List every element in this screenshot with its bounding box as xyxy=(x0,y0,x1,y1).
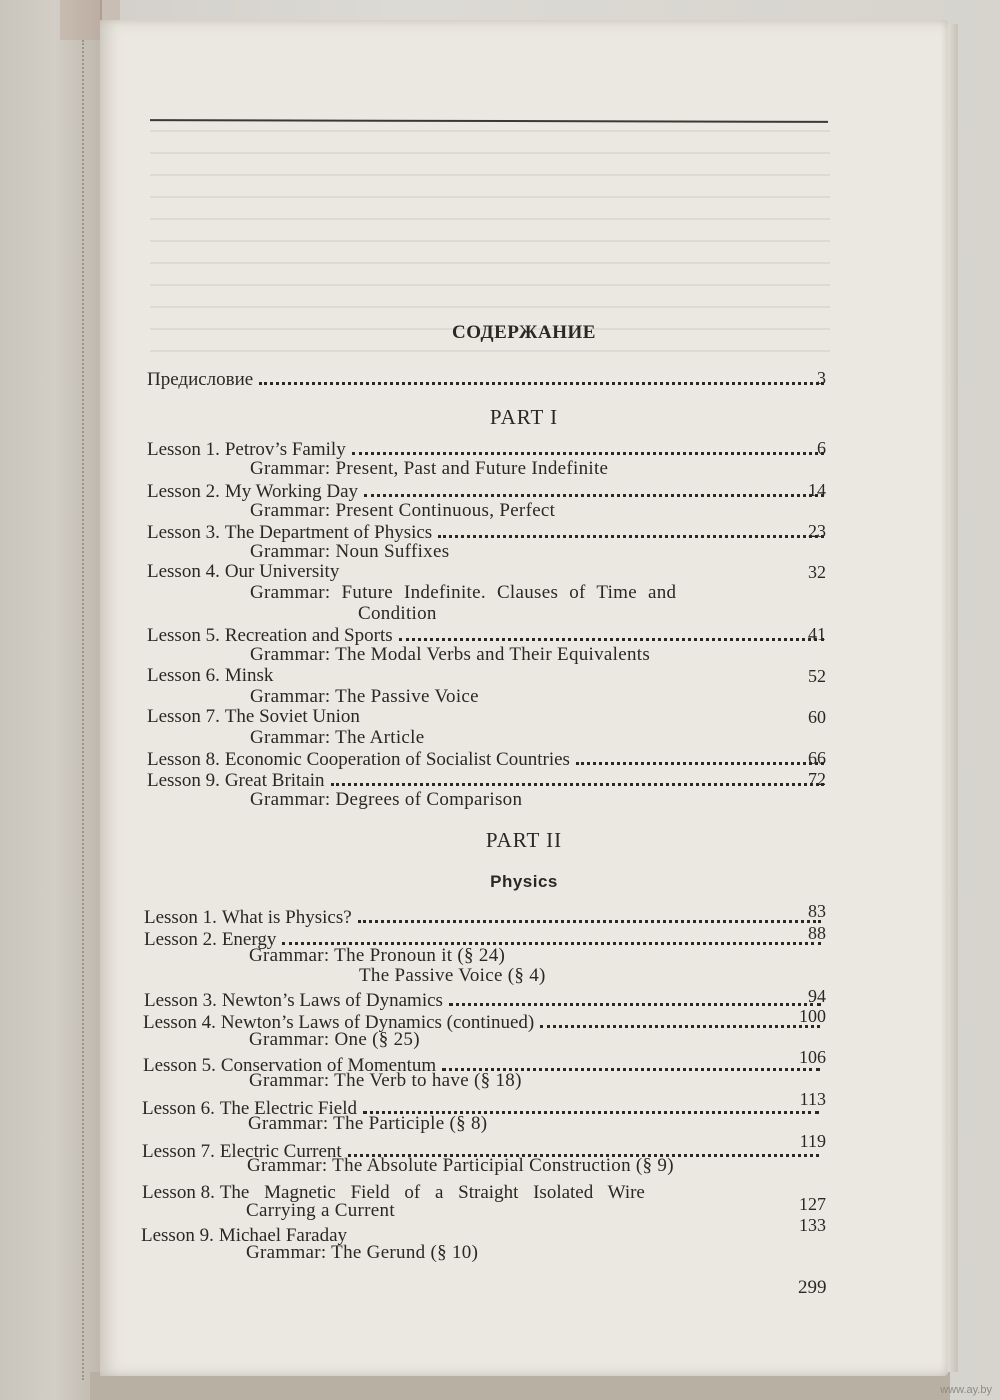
toc-entry xyxy=(143,1010,826,1032)
grammar-line: Grammar: Present Continuous, Perfect xyxy=(250,500,556,521)
lesson-page: 113 xyxy=(799,1089,826,1109)
lesson-page: 14 xyxy=(808,480,826,500)
grammar-line: Grammar: The Modal Verbs and Their Equivalents xyxy=(250,644,651,665)
page-edge xyxy=(948,24,958,1372)
lesson-label: Lesson 4. xyxy=(143,1012,216,1033)
toc-entry xyxy=(141,1225,824,1247)
lesson-title-continued: Carrying a Current xyxy=(246,1200,395,1221)
binding-thread xyxy=(82,40,90,1380)
toc-entry xyxy=(144,988,827,1010)
lesson-label: Lesson 6. xyxy=(142,1098,215,1119)
leader-dots xyxy=(364,479,824,497)
grammar-line: Grammar: The Pronoun it (§ 24) xyxy=(249,945,506,966)
grammar-line: Grammar: Present, Past and Future Indefinite xyxy=(250,458,609,479)
lesson-label: Lesson 5. xyxy=(147,625,220,646)
leader-dots xyxy=(442,1053,820,1071)
lesson-page: 41 xyxy=(808,624,826,644)
toc-entry-preface xyxy=(147,367,830,389)
lesson-title: Minsk xyxy=(224,665,274,686)
lesson-page: 6 xyxy=(817,438,826,458)
leader-dots xyxy=(438,520,824,538)
leader-dots xyxy=(259,367,824,385)
lesson-title: Newton’s Laws of Dynamics xyxy=(221,990,443,1011)
lesson-page: 94 xyxy=(808,986,826,1006)
lesson-page: 23 xyxy=(808,521,826,541)
lesson-label: Lesson 7. xyxy=(142,1141,215,1162)
lesson-title: Recreation and Sports xyxy=(224,625,393,646)
toc-entry xyxy=(147,520,830,542)
grammar-line: Grammar: The Passive Voice xyxy=(250,686,479,707)
leader-dots xyxy=(363,1096,819,1114)
lesson-title: What is Physics? xyxy=(221,907,352,928)
lesson-page: 60 xyxy=(808,707,826,727)
toc-entry xyxy=(147,706,830,728)
lesson-page: 83 xyxy=(808,901,826,921)
toc-entry xyxy=(147,768,830,790)
leader-dots xyxy=(399,623,824,641)
grammar-line: Grammar: The Article xyxy=(250,727,425,748)
leader-dots xyxy=(358,905,821,923)
leader-dots xyxy=(540,1010,820,1028)
lesson-label: Lesson 1. xyxy=(144,907,217,928)
part-1-title: PART I xyxy=(489,405,559,429)
lesson-title: My Working Day xyxy=(224,481,359,502)
grammar-line-continued: The Passive Voice (§ 4) xyxy=(359,965,546,986)
lesson-title: Michael Faraday xyxy=(218,1225,348,1246)
lesson-label: Lesson 2. xyxy=(144,929,217,950)
lesson-label: Lesson 3. xyxy=(144,990,217,1011)
preface-title: Предисловие xyxy=(147,369,254,390)
lesson-page: 88 xyxy=(808,923,826,943)
toc-entry xyxy=(147,437,830,459)
lesson-title: Petrov’s Family xyxy=(224,439,346,460)
grammar-line: Grammar: Degrees of Comparison xyxy=(250,789,523,810)
lesson-title: Electric Current xyxy=(219,1141,342,1162)
lesson-label: Lesson 6. xyxy=(147,665,220,686)
toc-entry xyxy=(147,623,830,645)
grammar-line: Grammar: One (§ 25) xyxy=(249,1029,420,1050)
leader-dots xyxy=(352,437,824,455)
lesson-label: Lesson 8. xyxy=(142,1182,215,1203)
grammar-line-continued: Condition xyxy=(358,603,437,624)
lesson-title: Our University xyxy=(224,561,340,582)
part-2-title: PART II xyxy=(485,828,563,852)
lesson-page: 32 xyxy=(808,562,826,582)
grammar-line: Grammar: Noun Suffixes xyxy=(250,541,450,562)
toc-entry xyxy=(147,747,830,769)
toc-entry xyxy=(147,561,830,583)
lesson-title: The Soviet Union xyxy=(224,706,360,727)
watermark: www.ay.by xyxy=(940,1384,992,1396)
lesson-title: The Electric Field xyxy=(219,1098,357,1119)
toc-entry xyxy=(147,479,830,501)
lesson-title: Conservation of Momentum xyxy=(220,1055,437,1076)
toc-entry xyxy=(142,1182,825,1204)
lesson-page: 100 xyxy=(799,1006,826,1026)
lesson-label: Lesson 9. xyxy=(147,770,220,791)
lesson-page: 127 xyxy=(799,1194,826,1214)
lesson-title: Great Britain xyxy=(224,770,325,791)
lesson-label: Lesson 7. xyxy=(147,706,220,727)
toc-entry xyxy=(144,905,827,927)
lesson-page: 106 xyxy=(799,1047,826,1067)
lesson-title: Economic Cooperation of Socialist Countries xyxy=(224,749,570,770)
lesson-page: 119 xyxy=(799,1131,826,1151)
lesson-page: 133 xyxy=(799,1215,826,1235)
page-number: 299 xyxy=(798,1277,827,1298)
lesson-label: Lesson 5. xyxy=(143,1055,216,1076)
lesson-title: The Magnetic Field of a Straight Isolated Wire xyxy=(219,1182,645,1203)
toc-heading: СОДЕРЖАНИЕ xyxy=(452,322,596,343)
lesson-title: Energy xyxy=(221,929,277,950)
leader-dots xyxy=(282,927,821,945)
leader-dots xyxy=(576,747,824,765)
leader-dots xyxy=(449,988,821,1006)
grammar-line: Grammar: Future Indefinite. Clauses of Time and xyxy=(250,582,677,603)
lesson-label: Lesson 8. xyxy=(147,749,220,770)
grammar-line: Grammar: The Absolute Participial Construction (§ 9) xyxy=(247,1155,674,1176)
lesson-label: Lesson 1. xyxy=(147,439,220,460)
grammar-line: Grammar: The Verb to have (§ 18) xyxy=(249,1070,522,1091)
lesson-page: 52 xyxy=(808,666,826,686)
table-of-contents xyxy=(100,0,948,1400)
lesson-label: Lesson 9. xyxy=(141,1225,214,1246)
leader-dots xyxy=(331,768,824,786)
preface-page: 3 xyxy=(817,368,826,388)
lesson-page: 66 xyxy=(808,748,826,768)
lesson-title: Newton’s Laws of Dynamics (continued) xyxy=(220,1012,535,1033)
section-title: Physics xyxy=(490,872,558,891)
lesson-title: The Department of Physics xyxy=(224,522,433,543)
lesson-page: 72 xyxy=(808,769,826,789)
grammar-line: Grammar: The Participle (§ 8) xyxy=(248,1113,488,1134)
lesson-label: Lesson 4. xyxy=(147,561,220,582)
lesson-label: Lesson 2. xyxy=(147,481,220,502)
toc-entry xyxy=(147,665,830,687)
lesson-label: Lesson 3. xyxy=(147,522,220,543)
grammar-line: Grammar: The Gerund (§ 10) xyxy=(246,1242,479,1263)
